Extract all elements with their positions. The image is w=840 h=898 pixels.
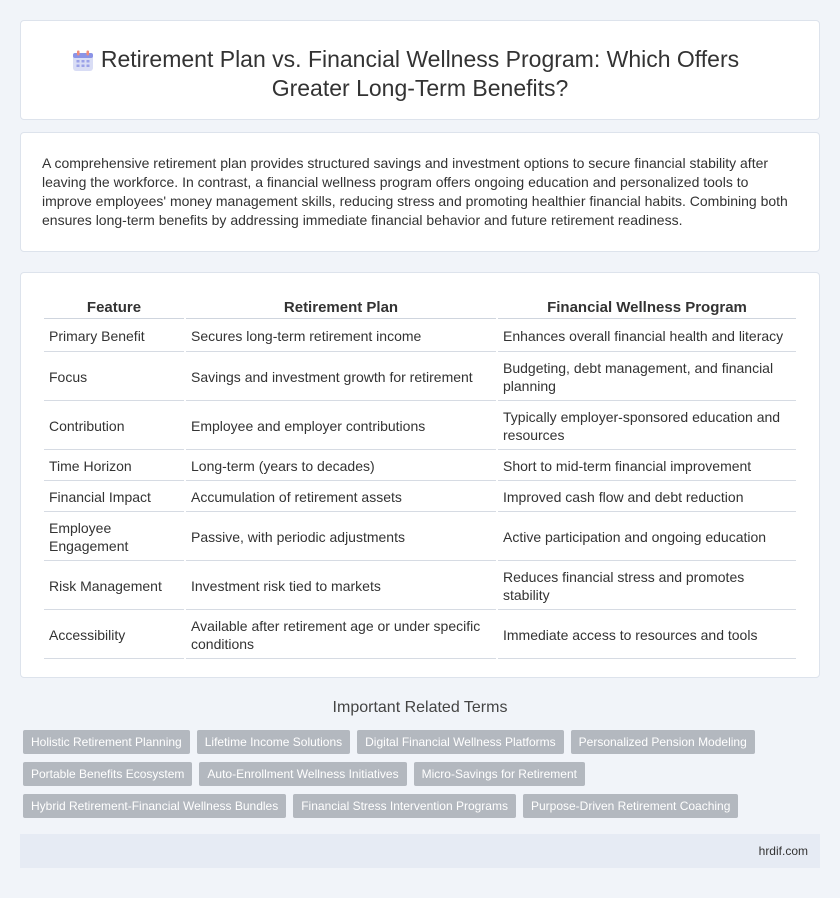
table-row — [44, 612, 796, 659]
table-row — [44, 514, 796, 561]
related-term-tag[interactable]: Purpose-Driven Retirement Coaching — [523, 794, 738, 818]
table-cell: Employee and employer contributions — [186, 403, 496, 450]
table-cell: Time Horizon — [44, 452, 184, 481]
table-cell: Immediate access to resources and tools — [498, 612, 796, 659]
table-row — [44, 452, 796, 481]
table-cell: Improved cash flow and debt reduction — [498, 483, 796, 512]
table-cell: Primary Benefit — [44, 321, 184, 352]
intro-card — [20, 132, 820, 252]
related-term-tag[interactable]: Micro-Savings for Retirement — [414, 762, 585, 786]
table-cell: Accumulation of retirement assets — [186, 483, 496, 512]
column-header-feature: Feature — [44, 297, 184, 319]
related-term-tag[interactable]: Auto-Enrollment Wellness Initiatives — [199, 762, 406, 786]
table-cell: Typically employer-sponsored education and resources — [498, 403, 796, 450]
related-term-tag[interactable]: Financial Stress Intervention Programs — [293, 794, 516, 818]
table-row — [44, 563, 796, 610]
table-cell: Financial Impact — [44, 483, 184, 512]
column-header-financial-wellness: Financial Wellness Program — [498, 297, 796, 319]
related-term-tag[interactable]: Holistic Retirement Planning — [23, 730, 190, 754]
related-term-tag[interactable]: Portable Benefits Ecosystem — [23, 762, 192, 786]
footer-site-link[interactable]: hrdif.com — [758, 844, 808, 858]
table-row — [44, 483, 796, 512]
table-cell: Short to mid-term financial improvement — [498, 452, 796, 481]
intro-paragraph: A comprehensive retirement plan provides structured savings and investment options to secure financial stability after leaving the workforce. In contrast, a financial wellness program offers ongoing education and personalized tools to improve employees' money management skills, reducing stress and promoting healthier financial habits. Combining both ensures long-term benefits by addressing immediate financial behavior and future retirement readiness. — [42, 155, 788, 228]
table-cell: Risk Management — [44, 563, 184, 610]
table-cell: Active participation and ongoing education — [498, 514, 796, 561]
table-cell: Investment risk tied to markets — [186, 563, 496, 610]
table-cell: Budgeting, debt management, and financial planning — [498, 354, 796, 401]
related-terms-heading: Important Related Terms — [332, 699, 508, 716]
related-terms-list — [23, 730, 823, 826]
table-header-row — [44, 297, 796, 319]
table-cell: Secures long-term retirement income — [186, 321, 496, 352]
table-row — [44, 354, 796, 401]
tag-row — [23, 794, 823, 818]
related-term-tag[interactable]: Hybrid Retirement-Financial Wellness Bundles — [23, 794, 286, 818]
table-cell: Focus — [44, 354, 184, 401]
table-cell: Enhances overall financial health and literacy — [498, 321, 796, 352]
comparison-card — [20, 272, 820, 678]
table-row — [44, 321, 796, 352]
table-cell: Contribution — [44, 403, 184, 450]
comparison-table — [42, 295, 798, 661]
related-term-tag[interactable]: Lifetime Income Solutions — [197, 730, 350, 754]
related-term-tag[interactable]: Digital Financial Wellness Platforms — [357, 730, 564, 754]
table-cell: Accessibility — [44, 612, 184, 659]
tag-row — [23, 762, 823, 786]
page-title: Retirement Plan vs. Financial Wellness Program: Which Offers Greater Long-Term Benefits? — [100, 46, 740, 101]
title-card — [20, 20, 820, 120]
table-cell: Savings and investment growth for retirement — [186, 354, 496, 401]
tag-row — [23, 730, 823, 754]
table-cell: Employee Engagement — [44, 514, 184, 561]
table-cell: Available after retirement age or under specific conditions — [186, 612, 496, 659]
table-cell: Passive, with periodic adjustments — [186, 514, 496, 561]
related-term-tag[interactable]: Personalized Pension Modeling — [571, 730, 755, 754]
table-cell: Long-term (years to decades) — [186, 452, 496, 481]
table-cell: Reduces financial stress and promotes stability — [498, 563, 796, 610]
column-header-retirement-plan: Retirement Plan — [186, 297, 496, 319]
table-row — [44, 403, 796, 450]
footer — [20, 834, 820, 868]
